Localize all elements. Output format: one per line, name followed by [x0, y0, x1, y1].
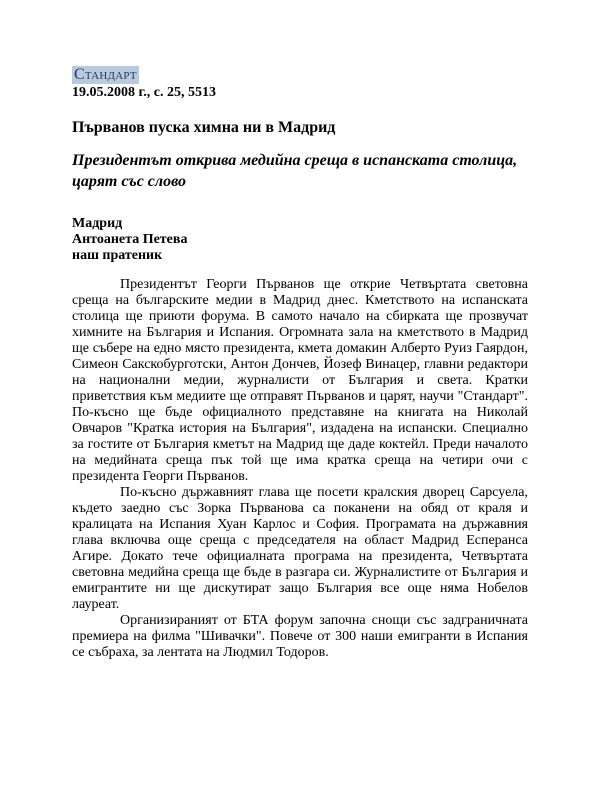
article-headline: Първанов пуска химна ни в Мадрид	[72, 119, 336, 136]
byline-role: наш пратеник	[72, 248, 163, 263]
article-paragraph: Президентът Георги Първанов ще открие Четвъртата световна среща на българските медии в Мадрид днес. Кметството на испанската столица ще приюти форума. В самото начало на сбирката ще прозвучат химните на България и Испания. Огромната зала на кметството в Мадрид ще събере на едно място президента, кмета домакин Алберто Руиз Гаярдон, Симеон Сакскобурготски, Антон Дончев, Йозеф Винацер, главни редактори на национални медии, журналисти от България и света. Кратки приветствия към медиите ще отправят Първанов и царят, научи "Стандарт". По-късно ще бъде официалното представяне на книгата на Николай Овчаров "Кратка история на България", издадена на испански. Специално за гостите от България кметът на Мадрид ще даде коктейл. Преди началото на медийната среща пък той ще има кратка среща на четири очи с президента Георги Първанов.	[72, 277, 528, 484]
newspaper-masthead: Стандарт	[74, 66, 137, 83]
article-subtitle: Президентът открива медийна среща в испанската столица, царят със слово	[72, 152, 518, 190]
article-paragraph: Организираният от БТА форум започна снощи със задграничната премиера на филма "Шивачки". Повече от 300 наши емигранти в Испания се събраха, за лентата на Людмил Тодоров.	[72, 613, 528, 660]
article-body	[72, 277, 528, 661]
article-paragraph: По-късно държавният глава ще посети кралския дворец Сарсуела, където заедно със Зорка Първанова са поканени на обяд от краля и кралицата на Испания Хуан Карлос и София. Програмата на държавния глава включва още среща с председателя на област Мадрид Есперанса Агире. Докато тече официалната програма на президента, Четвъртата световна медийна среща ще бъде в разгара си. Журналистите от България и емигрантите ни ще дискутират защо България все още няма Нобелов лауреат.	[72, 485, 528, 612]
byline	[72, 216, 187, 264]
byline-place: Мадрид	[72, 216, 123, 231]
publication-meta: 19.05.2008 г., с. 25, 5513	[72, 85, 216, 100]
byline-author: Антоанета Петева	[72, 232, 188, 247]
